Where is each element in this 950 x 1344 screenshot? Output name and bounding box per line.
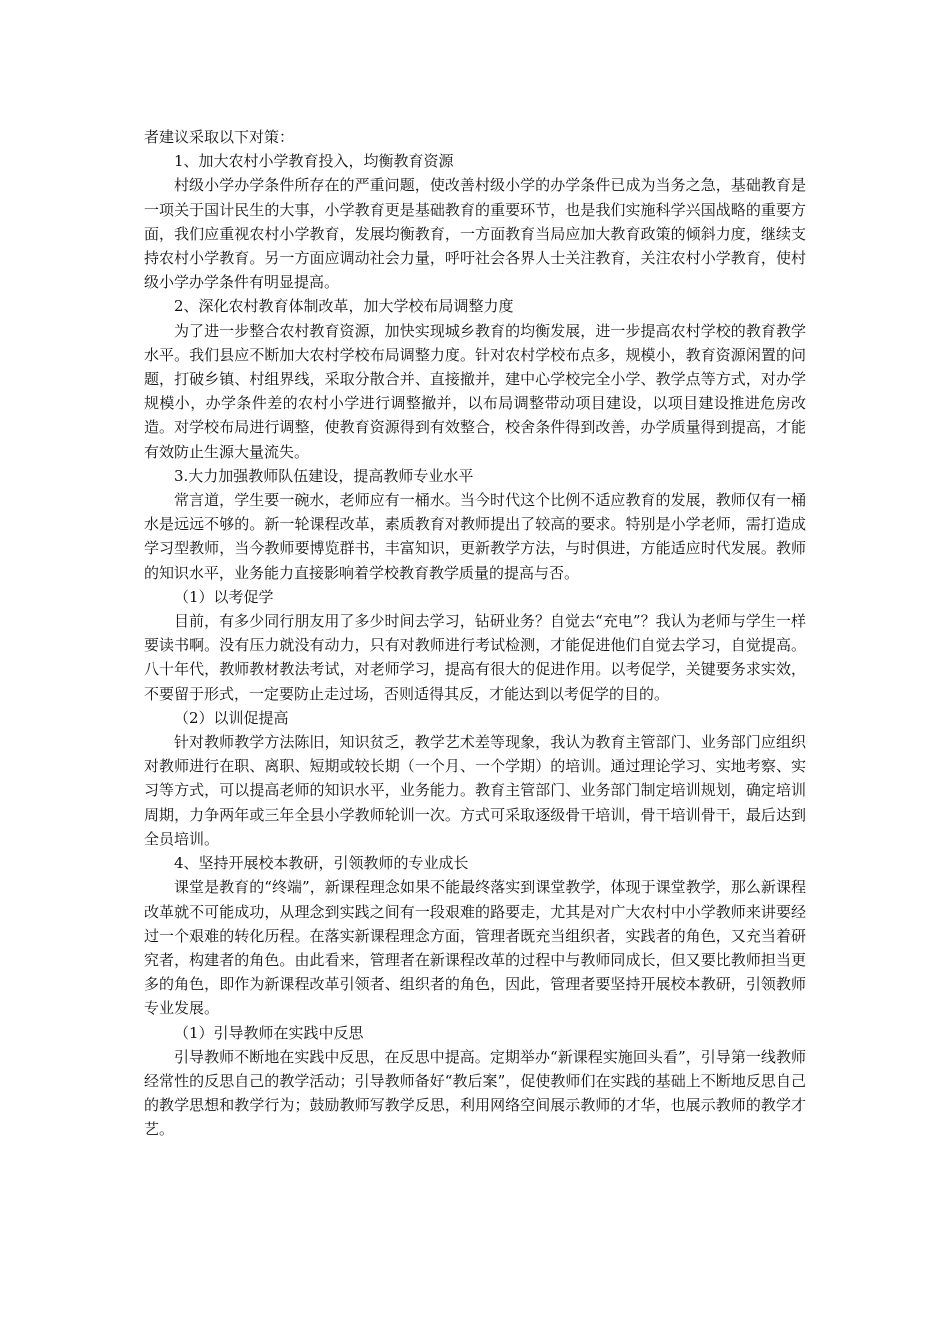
paragraph-section-3-1: 目前，有多少同行朋友用了多少时间去学习，钻研业务？自觉去“充电”？我认为老师与学生一样要读书啊。没有压力就没有动力，只有对教师进行考试检测，才能促进他们自觉去学习，自觉提高。八十年代，教师教材教法考试，对老师学习，提高有很大的促进作用。以考促学，关键要务求实效，不要留于形式，一定要防止走过场，否则适得其反，才能达到以考促学的目的。 xyxy=(144,612,806,703)
subheading-3-2: （2）以训促提高 xyxy=(174,708,289,727)
section-heading-1: 1、加大农村小学教育投入，均衡教育资源 xyxy=(174,152,454,171)
document-body xyxy=(144,125,806,1142)
paragraph-section-4: 课堂是教育的“终端”，新课程理念如果不能最终落实到课堂教学，体现于课堂教学，那么新课程改革就不可能成功，从理念到实践之间有一段艰难的路要走，尤其是对广大农村中小学教师来讲要经过一个艰难的转化历程。在落实新课程理念方面，管理者既充当组织者，实践者的角色，又充当着研究者，构建者的角色。由此看来，管理者在新课程改革的过程中与教师同成长，但又要比教师担当更多的角色，即作为新课程改革引领者、组织者的角色，因此，管理者要坚持开展校本教研，引领教师专业发展。 xyxy=(144,878,806,1018)
paragraph-section-2: 为了进一步整合农村教育资源，加快实现城乡教育的均衡发展，进一步提高农村学校的教育教学水平。我们县应不断加大农村学校布局调整力度。针对农村学校布点多，规模小，教育资源闲置的问题，打破乡镇、村组界线，采取分散合并、直接撤并，建中心学校完全小学、教学点等方式，对办学规模小，办学条件差的农村小学进行调整撤并，以布局调整带动项目建设，以项目建设推进危房改造。对学校布局进行调整，使教育资源得到有效整合，校舍条件得到改善，办学质量得到提高，才能有效防止生源大量流失。 xyxy=(144,321,806,461)
section-heading-2: 2、深化农村教育体制改革，加大学校布局调整力度 xyxy=(174,297,514,316)
paragraph-section-3-2: 针对教师教学方法陈旧，知识贫乏，教学艺术差等现象，我认为教育主管部门、业务部门应组织对教师进行在职、离职、短期或较长期（一个月、一个学期）的培训。通过理论学习、实地考察、实习等方式，可以提高老师的知识水平，业务能力。教育主管部门、业务部门制定培训规划，确定培训周期，力争两年或三年全县小学教师轮训一次。方式可采取逐级骨干培训，骨干培训骨干，最后达到全员培训。 xyxy=(144,733,806,848)
section-heading-3: 3.大力加强教师队伍建设，提高教师专业水平 xyxy=(174,466,474,485)
subheading-3-1: （1）以考促学 xyxy=(174,587,274,606)
paragraph-section-4-1: 引导教师不断地在实践中反思，在反思中提高。定期举办“新课程实施回头看”，引导第一线教师经常性的反思自己的教学活动；引导教师备好“教后案”，促使教师们在实践的基础上不断地反思自己的教学思想和教学行为；鼓励教师写教学反思，利用网络空间展示教师的才华，也展示教师的教学才艺。 xyxy=(144,1047,806,1139)
section-heading-4: 4、坚持开展校本教研，引领教师的专业成长 xyxy=(174,854,469,873)
paragraph-intro-continuation: 者建议采取以下对策： xyxy=(144,128,295,146)
subheading-4-1: （1）引导教师在实践中反思 xyxy=(174,1023,364,1042)
paragraph-section-3: 常言道，学生要一碗水，老师应有一桶水。当今时代这个比例不适应教育的发展，教师仅有一桶水是远远不够的。新一轮课程改革，素质教育对教师提出了较高的要求。特别是小学老师，需打造成学习型教师，当今教师要博览群书，丰富知识，更新教学方法，与时俱进，方能适应时代发展。教师的知识水平，业务能力直接影响着学校教育教学质量的提高与否。 xyxy=(144,491,806,582)
paragraph-section-1: 村级小学办学条件所存在的严重问题，使改善村级小学的办学条件已成为当务之急，基础教育是一项关于国计民生的大事，小学教育更是基础教育的重要环节，也是我们实施科学兴国战略的重要方面，我们应重视农村小学教育，发展均衡教育，一方面教育当局应加大教育政策的倾斜力度，继续支持农村小学教育。另一方面应调动社会力量，呼吁社会各界人士关注教育，关注农村小学教育，使村级小学办学条件有明显提高。 xyxy=(144,176,806,292)
